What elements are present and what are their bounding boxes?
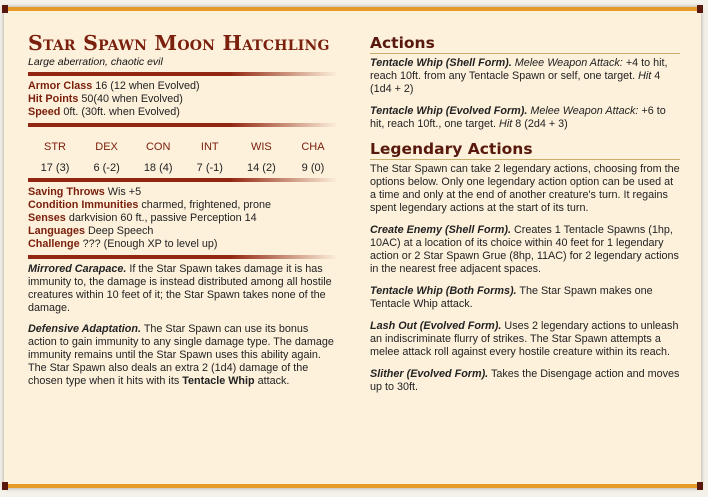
action-tentacle-whip-evolved: Tentacle Whip (Evolved Form). Melee Weapon Attack: +6 to hit, reach 10ft., one target. Hit 8 (2d4 + 3) bbox=[370, 105, 666, 130]
legendary-actions-heading: Legendary Actions bbox=[370, 140, 680, 160]
hit-points-line: Hit Points 50(40 when Evolved) bbox=[28, 93, 183, 105]
divider bbox=[28, 178, 338, 182]
ability-int: INT 7 (-1) bbox=[196, 141, 223, 174]
trait-defensive-adaptation: Defensive Adaptation. The Star Spawn can use its bonus action to gain immunity to any single damage type. The damage immunity remains until the Star Spawn uses this ability again. The Star Spawn also deals an extra 2 (1d4) damage of the chosen type when it hits with its Tentacle Whip attack. bbox=[28, 323, 334, 387]
creature-name: Star Spawn Moon Hatchling bbox=[28, 31, 330, 55]
bottom-bar-right-cap bbox=[697, 482, 703, 490]
creature-type: Large aberration, chaotic evil bbox=[28, 56, 163, 68]
right-column bbox=[370, 11, 680, 403]
ability-con: CON 18 (4) bbox=[143, 141, 173, 174]
languages-line: Languages Deep Speech bbox=[28, 225, 154, 237]
ability-str: STR 17 (3) bbox=[40, 141, 70, 174]
divider bbox=[28, 255, 338, 259]
actions-heading: Actions bbox=[370, 34, 680, 54]
armor-class-line: Armor Class 16 (12 when Evolved) bbox=[28, 80, 200, 92]
legendary-tentacle-whip: Tentacle Whip (Both Forms). The Star Spawn makes one Tentacle Whip attack. bbox=[370, 285, 653, 310]
ability-scores bbox=[33, 141, 335, 174]
divider bbox=[28, 123, 338, 127]
senses-line: Senses darkvision 60 ft., passive Perception 14 bbox=[28, 212, 257, 224]
action-tentacle-whip-shell: Tentacle Whip (Shell Form). Melee Weapon Attack: +4 to hit, reach 10ft. from any Tentacle Spawn or self, one target. Hit 4 (1d4 + 2) bbox=[370, 57, 668, 95]
ability-wis: WIS 14 (2) bbox=[247, 141, 276, 174]
legendary-lash-out: Lash Out (Evolved Form). Uses 2 legendary actions to unleash an indiscriminate flurry of strikes. The Star Spawn attempts a melee attack roll against every hostile creature within its reach. bbox=[370, 320, 679, 358]
left-column bbox=[28, 11, 338, 396]
legendary-intro: The Star Spawn can take 2 legendary actions, choosing from the options below. Only one legendary action option can be used at a time and only at the end of another creature's turn. It regains spent legendary actions at the start of its turn. bbox=[370, 163, 680, 214]
trait-mirrored-carapace: Mirrored Carapace. If the Star Spawn takes damage it is has immunity to, the damage is instead distributed among all hostile creatures within 10 feet of it; the Star Spawn takes none of the damage. bbox=[28, 263, 332, 314]
top-bar-right-cap bbox=[697, 5, 703, 13]
ability-dex: DEX 6 (-2) bbox=[93, 141, 120, 174]
challenge-line: Challenge ??? (Enough XP to level up) bbox=[28, 238, 218, 250]
ability-cha: CHA 9 (0) bbox=[301, 141, 325, 174]
top-bar-left-cap bbox=[2, 5, 8, 13]
stat-block-card bbox=[4, 7, 701, 488]
bottom-bar-left-cap bbox=[2, 482, 8, 490]
speed-line: Speed 0ft. (30ft. when Evolved) bbox=[28, 106, 180, 118]
saving-throws-line: Saving Throws Wis +5 bbox=[28, 186, 142, 198]
legendary-slither: Slither (Evolved Form). Takes the Disengage action and moves up to 30ft. bbox=[370, 368, 680, 393]
legendary-create-enemy: Create Enemy (Shell Form). Creates 1 Tentacle Spawns (1hp, 10AC) at a location of its choice within 40 feet for 1 legendary action or 2 Star Spawn Grue (8hp, 11AC) for 2 legendary actions in the nearest free adjacent spaces. bbox=[370, 224, 679, 275]
condition-immunities-line: Condition Immunities charmed, frightened, prone bbox=[28, 199, 272, 211]
divider bbox=[28, 72, 338, 76]
